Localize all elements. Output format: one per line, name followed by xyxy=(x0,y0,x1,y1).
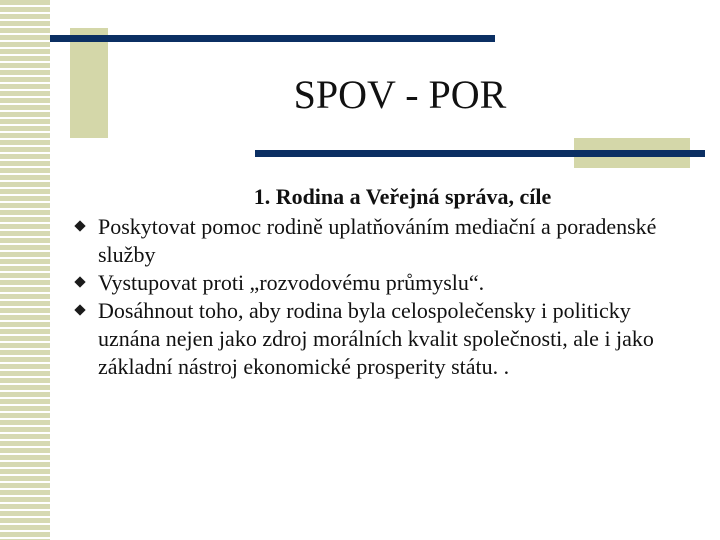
left-stripe-decoration xyxy=(0,0,50,540)
top-accent-bar xyxy=(50,35,495,42)
slide-title: SPOV - POR xyxy=(293,72,507,117)
diamond-bullet-icon xyxy=(74,304,85,315)
bullet-item xyxy=(75,297,685,381)
bullet-list xyxy=(75,213,685,381)
diamond-bullet-icon xyxy=(74,276,85,287)
slide-subtitle: 1. Rodina a Veřejná správa, cíle xyxy=(253,184,552,209)
diamond-bullet-icon xyxy=(74,220,85,231)
bullet-item xyxy=(75,269,685,297)
bullet-item xyxy=(75,213,685,269)
bottom-accent-bar xyxy=(255,150,705,157)
slide-content xyxy=(75,183,685,381)
bullet-text: Vystupovat proti „rozvodovému průmyslu“. xyxy=(98,270,485,295)
bullet-text: Poskytovat pomoc rodině uplatňováním mediační a poradenské služby xyxy=(98,214,657,267)
top-left-square-decoration xyxy=(70,28,108,138)
bullet-text: Dosáhnout toho, aby rodina byla celospolečensky i politicky uznána nejen jako zdroj morálních kvalit společnosti, ale i jako základní nástroj ekonomické prosperity státu. . xyxy=(98,298,654,379)
